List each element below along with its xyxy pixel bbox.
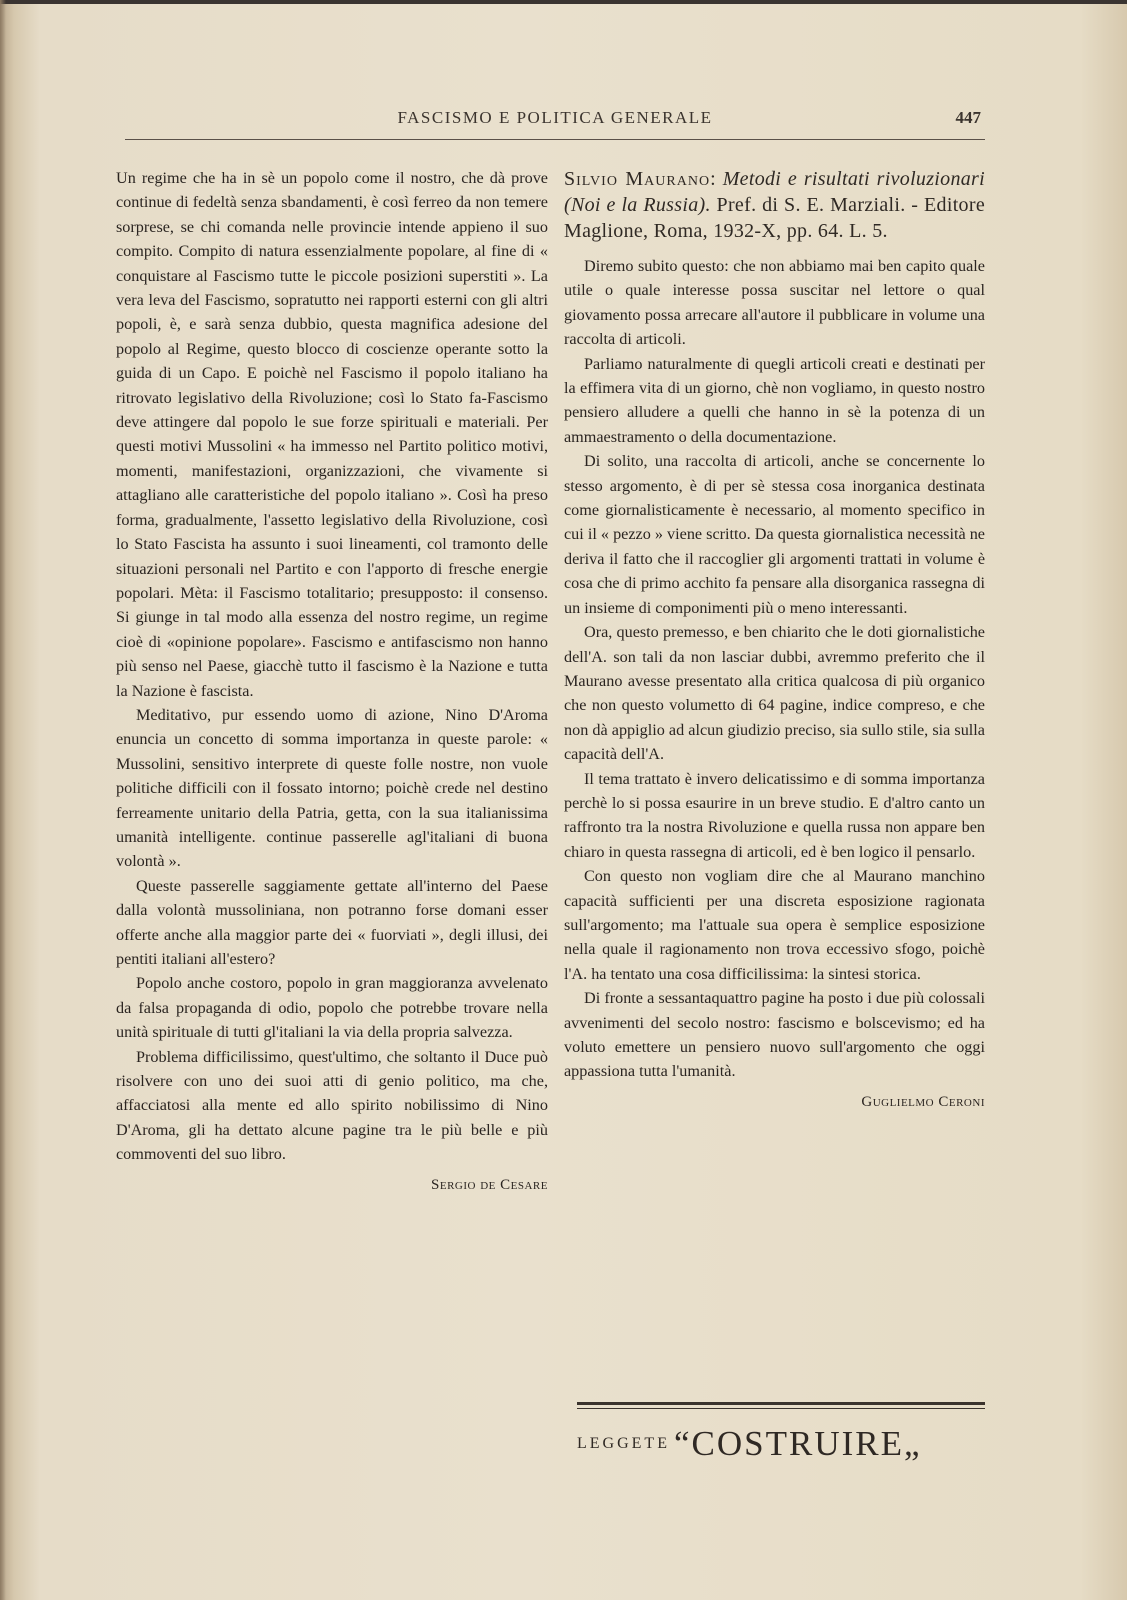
page-number: 447 <box>955 108 981 127</box>
page-header <box>125 108 985 134</box>
paragraph: Con questo non vogliam dire che al Maurano manchino capacità sufficienti per una discreta esposizione ragionata sull'argomento; ma l'attuale sua opera è semplice esposizione nella quale il ragionamento non trova eccessivo sfogo, poichè l'A. ha tentato una cosa difficilissima: la sintesi storica. <box>564 867 985 983</box>
paragraph: Meditativo, pur essendo uomo di azione, Nino D'Aroma enuncia un concetto di somma importanza in queste parole: « Mussolini, sensitivo interprete di queste folle nostre, non vuole politiche difficili con il fossato intorno; poichè crede nel destino ferreamente unitario della Patria, getta, con la sua italianissima umanità intelligente. continue passerelle agl'italiani di buona volontà ». <box>116 705 548 871</box>
paragraph: Diremo subito questo: che non abbiamo mai ben capito quale utile o quale interesse possa suscitar nel lettore o qual giovamento possa arrecare all'autore il pubblicare in volume una raccolta di articoli. <box>564 257 985 349</box>
right-column <box>564 166 985 1114</box>
book-author: Silvio Maurano <box>564 168 711 190</box>
book-details: Pref. di S. E. Marziali. - Editore Maglione, Roma, 1932-X, pp. 64. L. 5. <box>564 194 985 242</box>
advert-leggete: LEGGETE <box>577 1435 670 1452</box>
paragraph: Popolo anche costoro, popolo in gran maggioranza avvelenato da falsa propaganda di odio, popolo che potrebbe trovare nella unità spirituale di tutti gl'italiani la via della propria salvezza. <box>116 974 548 1042</box>
advert-banner <box>577 1424 997 1468</box>
book-title: Metodi e risultati rivoluzionari (Noi e la Russia). <box>564 168 986 216</box>
scan-top-edge <box>0 0 1127 4</box>
advert-rule-thin <box>577 1408 985 1409</box>
paragraph: Di fronte a sessantaquattro pagine ha posto i due più colossali avvenimenti del secolo nostro: fascismo e bolscevismo; ed ha voluto emettere un pensiero nuovo sull'argomento che oggi appassiona tutta l'umanità. <box>564 989 985 1081</box>
binding-shadow <box>0 0 6 1600</box>
advert-rule-thick <box>577 1402 985 1405</box>
paragraph: Problema difficilissimo, quest'ultimo, che soltanto il Duce può risolvere con uno dei suoi atti di genio politico, ma che, affacciatosi alla mente ed allo spirito nobilissimo di Nino D'Aroma, gli ha dettato alcune pagine tra le più belle e più commoventi del suo libro. <box>116 1047 548 1164</box>
left-column <box>116 166 548 1197</box>
paragraph: Di solito, una raccolta di articoli, anche se concernente lo stesso argomento, è di per sè stessa cosa inorganica destinata come giornalisticamente è necessario, al momento specifico in cui il « pezzo » viene scritto. Da questa giornalistica necessità ne deriva il fatto che il raccoglier gli argomenti trattati in volume è cosa che di primo acchito fa pensare alla disorganica rassegna di un insieme di componimenti più o meno interessanti. <box>564 452 985 617</box>
paragraph: Un regime che ha in sè un popolo come il nostro, che dà prove continue di fedeltà senza sbandamenti, è così ferreo da non temere sorprese, se chi comanda nelle provincie intende appieno il suo compito. Compito di natura essenzialmente popolare, al fine di « conquistare al Fascismo tutte le piccole posizioni superstiti ». La vera leva del Fascismo, sopratutto nei rapporti esterni con gli altri popoli, è, e sarà senza dubbio, questa magnifica adesione del popolo al Regime, questo blocco di coscienze operante sotto la guida di un Capo. E poichè nel Fascismo il popolo italiano ha ritrovato legislativo della Rivoluzione; così lo Stato fa-Fascismo deve attingere dal popolo le sue forze spirituali e materiali. Per questi motivi Mussolini « ha immesso nel Partito politico motivi, momenti, manifestazioni, organizzazioni, che vivamente si attagliano alle caratteristiche del popolo italiano ». Così ha preso forma, gradualmente, l'assetto legislativo della Rivoluzione, così lo Stato Fascista ha assunto i suoi lineamenti, col tramonto delle situazioni personali nel Partito e con l'apporto di fresche energie popolari. Mèta: il Fascismo totalitario; presupposto: il consenso. Si giunge in tal modo alla essenza del nostro regime, un regime cioè di «opinione popolare». Fascismo e antifascismo non hanno più senso nel Paese, giacchè tutto il fascismo è la Nazione e tutta la Nazione è fascista. <box>116 169 548 700</box>
article-signature: Sergio de Cesare <box>431 1176 548 1193</box>
paragraph: Queste passerelle saggiamente gettate all'interno del Paese dalla volontà mussoliniana, non potranno forse domani esser offerte anche alla maggior parte dei « fuorviati », degli illusi, dei pentiti italiani all'estero? <box>116 876 548 968</box>
header-rule <box>125 139 985 140</box>
review-signature: Guglielmo Ceroni <box>861 1093 985 1110</box>
paragraph: Il tema trattato è invero delicatissimo e di somma importanza perchè lo si possa esaurire in un breve studio. E d'altro canto un raffronto tra la nostra Rivoluzione e quella russa non appare ben chiaro in questa rassegna di articoli, ed è ben logico il pensarlo. <box>564 769 985 861</box>
paragraph: Ora, questo premesso, e ben chiarito che le doti giornalistiche dell'A. son tali da non lasciar dubbi, avremmo preferito che il Maurano avesse presentato alla critica qualcosa di più organico che non questo volumetto di 64 pagine, indice compreso, e che non dà appiglio ad alcun giudizio preciso, sia sullo stile, sia sulla capacità dell'A. <box>564 623 985 764</box>
paragraph: Parliamo naturalmente di quegli articoli creati e destinati per la effimera vita di un giorno, chè non vogliamo, in questo nostro pensiero alludere a quelli che hanno in sè la potenza di un ammaestramento o della documentazione. <box>564 354 985 446</box>
running-title: FASCISMO E POLITICA GENERALE <box>397 108 713 127</box>
advert-costruire: “COSTRUIRE„ <box>673 1424 922 1463</box>
book-review-heading: Silvio Maurano: Metodi e risultati rivoluzionari (Noi e la Russia). Pref. di S. E. Marziali. - Editore Maglione, Roma, 1932-X, pp. 64. L. 5. <box>564 168 986 242</box>
